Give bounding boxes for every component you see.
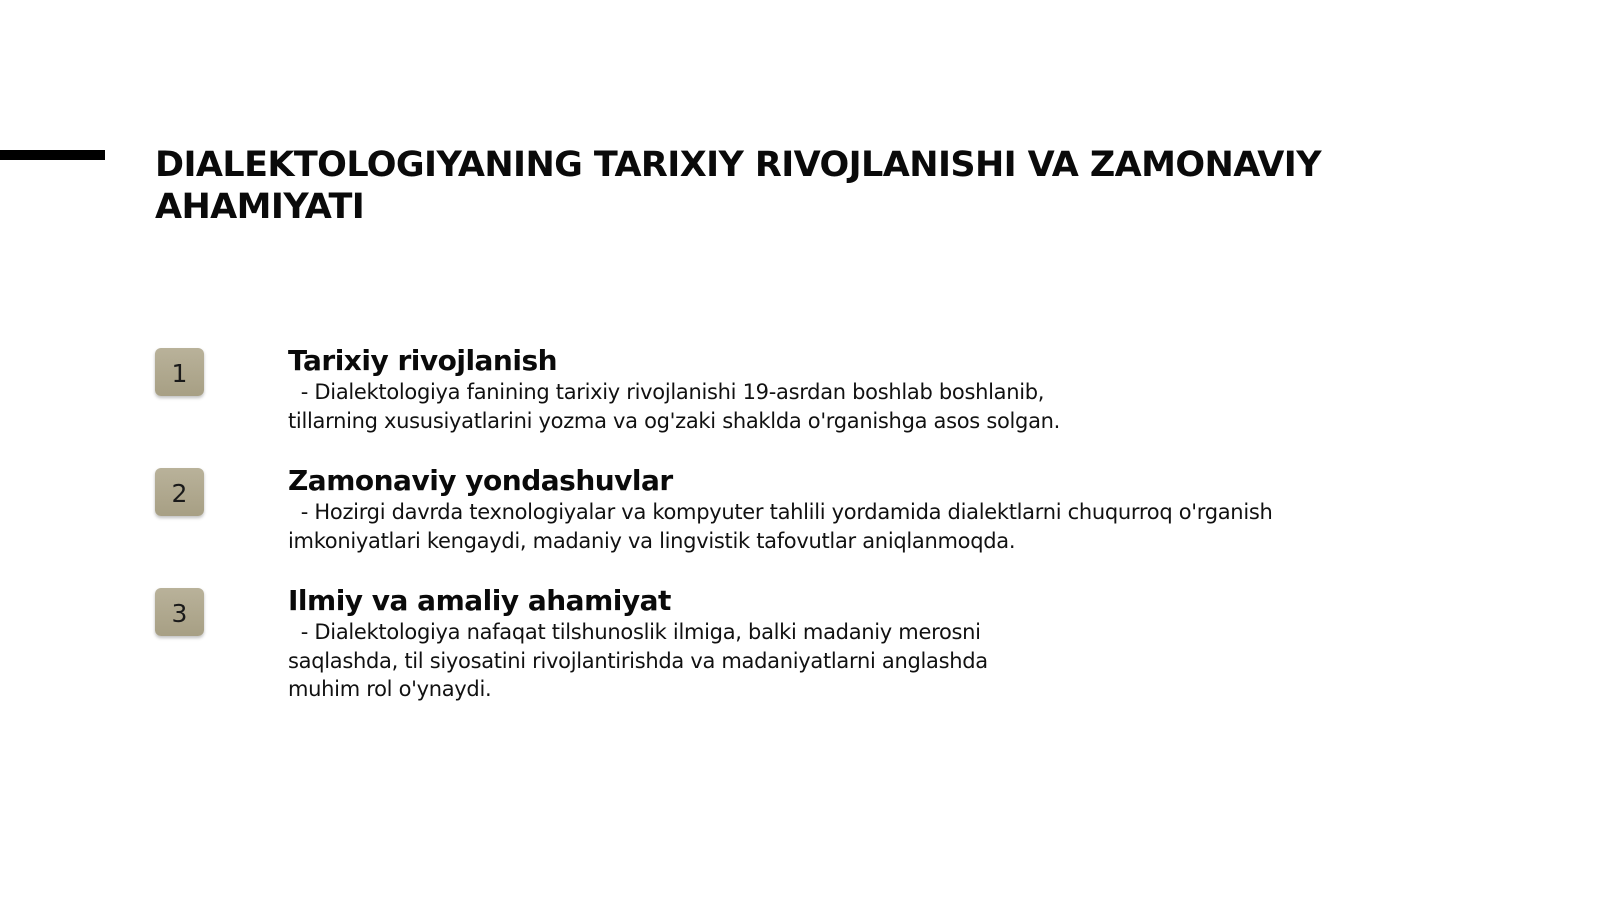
list-item-heading: Tarixiy rivojlanish	[288, 344, 558, 377]
list-item-heading: Ilmiy va amaliy ahamiyat	[288, 584, 671, 617]
list-item-text: - Dialektologiya nafaqat tilshunoslik ilmiga, balki madaniy merosni saqlashda, til siyosatini rivojlantirishda va madaniyatlarni anglashda muhim rol o'ynaydi.	[288, 620, 995, 701]
list-item-body	[288, 584, 1048, 704]
slide-title: DIALEKTOLOGIYANING TARIXIY RIVOJLANISHI VA ZAMONAVIY AHAMIYATI	[155, 145, 1321, 227]
title-accent-bar	[0, 150, 105, 160]
list-item-text: - Hozirgi davrda texnologiyalar va kompyuter tahlili yordamida dialektlarni chuqurroq o'rganish imkoniyatlari kengaydi, madaniy va lingvistik tafovutlar aniqlanmoqda.	[288, 500, 1279, 553]
list-item-body	[288, 464, 1378, 555]
number-badge: 2	[155, 468, 204, 516]
list-item-body	[288, 344, 1108, 435]
list-item-text: - Dialektologiya fanining tarixiy rivojlanishi 19-asrdan boshlab boshlanib, tillarning xususiyatlarini yozma va og'zaki shaklda o'rganishga asos solgan.	[288, 380, 1061, 433]
list-item-heading: Zamonaviy yondashuvlar	[288, 464, 673, 497]
number-badge: 1	[155, 348, 204, 396]
number-badge: 3	[155, 588, 204, 636]
